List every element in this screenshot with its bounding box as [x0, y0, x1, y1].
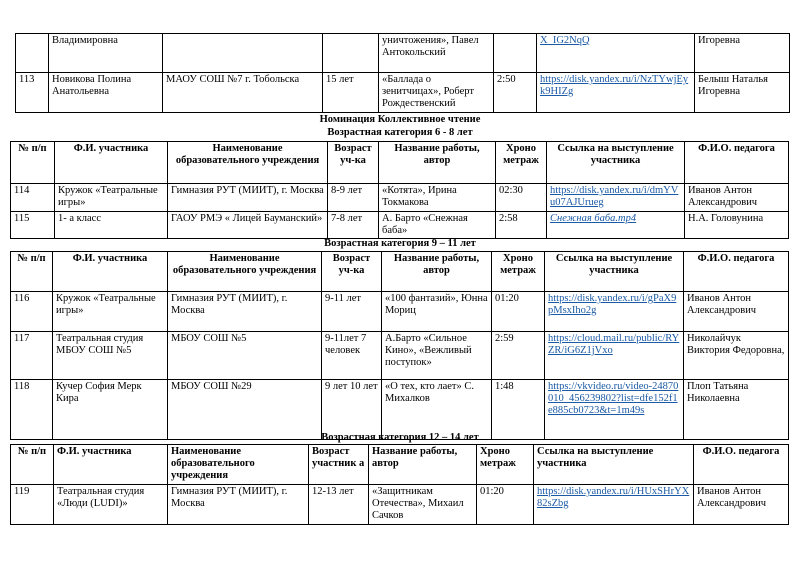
column-header: Ф.И.О. педагога [684, 252, 789, 292]
row-number: 118 [11, 380, 53, 440]
section-title: Возрастная категория 12 – 14 лет [321, 432, 479, 443]
duration: 2:58 [496, 212, 547, 239]
school-name: ГАОУ РМЭ « Лицей Бауманский» [168, 212, 328, 239]
participant-age [323, 34, 379, 73]
participant-age: 12-13 лет [309, 485, 369, 525]
school-name [163, 34, 323, 73]
participant-name: Кучер София Мерк Кира [53, 380, 168, 440]
duration: 2:50 [494, 73, 537, 113]
column-header: Ф.И.О. педагога [694, 445, 789, 485]
row-number: 113 [16, 73, 49, 113]
duration: 02:30 [496, 184, 547, 212]
teacher-name: Иванов Антон Александрович [684, 292, 789, 332]
school-name: МАОУ СОШ №7 г. Тобольска [163, 73, 323, 113]
work-title: «О тех, кто лает» С. Михалков [382, 380, 492, 440]
participant-name: 1- а класс [55, 212, 168, 239]
column-header: Ф.И. участника [53, 252, 168, 292]
work-title: А.Барто «Сильное Кино», «Вежливый поступок» [382, 332, 492, 380]
duration: 01:20 [492, 292, 545, 332]
work-title: уничтожения», Павел Антокольский [379, 34, 494, 73]
column-header: Хроно метраж [477, 445, 534, 485]
school-name: Гимназия РУТ (МИИТ), г. Москва [168, 184, 328, 212]
work-title: А. Барто «Снежная баба» [379, 212, 496, 239]
teacher-name: Николайчук Виктория Федоровна, [684, 332, 789, 380]
column-header: Ф.И.О. педагога [685, 142, 789, 184]
duration: 2:59 [492, 332, 545, 380]
table-row [11, 332, 789, 380]
table-row [16, 73, 790, 113]
column-header: Название работы, автор [369, 445, 477, 485]
column-header: Название работы, автор [382, 252, 492, 292]
column-header: Ф.И. участника [55, 142, 168, 184]
teacher-name: Плоп Татьяна Николаевна [684, 380, 789, 440]
work-title: «Защитникам Отечества», Михаил Сачков [369, 485, 477, 525]
performance-link[interactable]: Снежная баба.mp4 [550, 213, 637, 224]
table-row [16, 34, 790, 73]
participant-age: 7-8 лет [328, 212, 379, 239]
performance-link[interactable]: https://disk.yandex.ru/i/HUxSHrYX82sZbg [537, 486, 690, 509]
header-row [11, 142, 789, 184]
row-number [16, 34, 49, 73]
table-row [11, 184, 789, 212]
column-header: Ссылка на выступление участника [545, 252, 684, 292]
row-number: 117 [11, 332, 53, 380]
row-number: 114 [11, 184, 55, 212]
column-header: Хроно метраж [496, 142, 547, 184]
duration: 01:20 [477, 485, 534, 525]
column-header: № п/п [11, 445, 54, 485]
participant-name: Кружок «Театральные игры» [55, 184, 168, 212]
performance-link[interactable]: https://cloud.mail.ru/public/RYZR/iG6Z1jVxo [548, 333, 680, 356]
school-name: МБОУ СОШ №5 [168, 332, 322, 380]
participant-age: 9-11лет 7 человек [322, 332, 382, 380]
teacher-name: Иванов Антон Александрович [685, 184, 789, 212]
duration: 1:48 [492, 380, 545, 440]
school-name: Гимназия РУТ (МИИТ), г. Москва [168, 292, 322, 332]
column-header: № п/п [11, 142, 55, 184]
participant-age: 15 лет [323, 73, 379, 113]
table-row [11, 212, 789, 239]
section-table-6-8 [10, 141, 789, 239]
participant-age: 8-9 лет [328, 184, 379, 212]
section-table-12-14 [10, 444, 789, 525]
section-table-9-11 [10, 251, 789, 440]
table-row [11, 485, 789, 525]
header-row [11, 445, 789, 485]
column-header: Ссылка на выступление участника [534, 445, 694, 485]
continuation-table [15, 33, 790, 113]
participant-age: 9-11 лет [322, 292, 382, 332]
school-name: Гимназия РУТ (МИИТ), г. Москва [168, 485, 309, 525]
header-row [11, 252, 789, 292]
participant-name: Новикова Полина Анатольевна [49, 73, 163, 113]
column-header: Наименование образовательного учреждения [168, 445, 309, 485]
table-row [11, 292, 789, 332]
duration [494, 34, 537, 73]
performance-link[interactable]: https://vkvideo.ru/video-24870010_456239802?list=dfe152f1e885cb0723&t=1m49s [548, 381, 679, 416]
participant-name: Кружок «Театральные игры» [53, 292, 168, 332]
column-header: Возраст уч-ка [328, 142, 379, 184]
section-title: Возрастная категория 9 – 11 лет [324, 238, 476, 249]
table-row [11, 380, 789, 440]
column-header: № п/п [11, 252, 53, 292]
performance-link[interactable]: https://disk.yandex.ru/i/NzTYwjEyk9HIZg [540, 74, 689, 97]
performance-link[interactable]: X_IG2NqQ [540, 35, 590, 46]
column-header: Ф.И. участника [54, 445, 168, 485]
teacher-name: Иванов Антон Александрович [694, 485, 789, 525]
nomination-title: Номинация Коллективное чтение [319, 114, 481, 125]
teacher-name: Игоревна [695, 34, 790, 73]
section-title: Возрастная категория 6 - 8 лет [327, 127, 473, 138]
column-header: Наименование образовательного учреждения [168, 142, 328, 184]
participant-age: 9 лет 10 лет [322, 380, 382, 440]
teacher-name: Н.А. Головунина [685, 212, 789, 239]
participant-name: Владимировна [49, 34, 163, 73]
column-header: Возраст уч-ка [322, 252, 382, 292]
participant-name: Театральная студия «Люди (LUDI)» [54, 485, 168, 525]
row-number: 119 [11, 485, 54, 525]
school-name: МБОУ СОШ №29 [168, 380, 322, 440]
work-title: «100 фантазий», Юнна Мориц [382, 292, 492, 332]
performance-link[interactable]: https://disk.yandex.ru/i/dmYVu07AJUrueg [550, 185, 679, 208]
column-header: Возраст участник а [309, 445, 369, 485]
work-title: «Котята», Ирина Токмакова [379, 184, 496, 212]
performance-link[interactable]: https://disk.yandex.ru/i/gPaX9pMsxIho2g [548, 293, 677, 316]
work-title: «Баллада о зенитчицах», Роберт Рождественский [379, 73, 494, 113]
column-header: Ссылка на выступление участника [547, 142, 685, 184]
participant-name: Театральная студия МБОУ СОШ №5 [53, 332, 168, 380]
teacher-name: Белыш Наталья Игоревна [695, 73, 790, 113]
column-header: Название работы, автор [379, 142, 496, 184]
column-header: Наименование образовательного учреждения [168, 252, 322, 292]
column-header: Хроно метраж [492, 252, 545, 292]
row-number: 115 [11, 212, 55, 239]
row-number: 116 [11, 292, 53, 332]
